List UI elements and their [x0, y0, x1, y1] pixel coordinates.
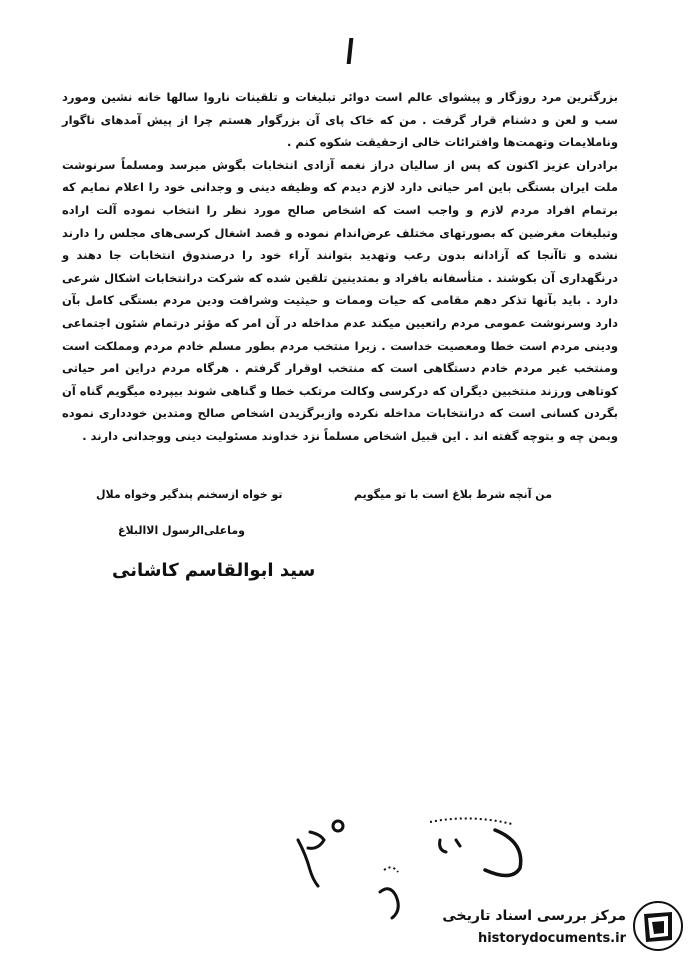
top-pen-mark: [347, 38, 354, 64]
closing-line-3: وماعلی‌الرسول الاالبلاغ: [118, 524, 245, 537]
closing-line-2: تو خواه ازسخنم پندگیر وخواه ملال: [96, 488, 283, 501]
site-name: مرکز بررسی اسناد تاریخی: [442, 908, 626, 924]
paragraph-2: برادران عزیز اکنون که پس از سالیان دراز نغمه آزادی انتخابات بگوش میرسد ومسلماً سرنوشت ملت ایران بستگی باین امر حیاتی دارد لازم دیدم که وظیفه دینی و وجدانی خود را اعلام نمایم که برتمام افراد مردم لازم و واجب است که اشخاص صالح مورد نظر را انتخاب نموده آلت اراده وتبلیغات مغرضین که بصورتهای مختلف عرض‌اندام نموده و قصد اشغال کرسی‌های مجلس را دارند نشده و تاآنجا که آزادانه بدون رعب وتهدید بتوانند آراء خود را درصندوق انتخابات جا دهند و درنگهداری آن بکوشند . متأسفانه بافراد و بمتدینین تلقین شده که شرکت درانتخابات اشکال شرعی دارد . باید بآنها تذکر دهم مقامی که حیات وممات و حیثیت وشرافت ودین مردم بستگی کامل بآن دارد وسرنوشت عمومی مردم راتعیین میکند عدم مداخله در آن امر که مؤثر درتمام شئون اجتماعی ودینی مردم است خطا ومعصیت خداست . زیرا منتخب مردم بطور مسلم خادم مردم ومملکت است ومنتخب غیر مردم خادم دستگاهی است که منتخب اوقرار گرفتم . هرگاه مردم دراین امر حیاتی کوتاهی ورزند منتخبین دیگران که درکرسی وکالت مرتکب خطا و گناهی شوند بیپرده میگویم گناه آن بگردن کسانی است که درانتخابات مداخله نکرده وازبرگزیدن اشخاص صالح ومتدین خودداری نموده وبمن چه و بتوچه گفته اند . این قبیل اشخاص مسلماً نزد خداوند مسئولیت دینی ووجدانی دارند .: [62, 157, 618, 443]
handwritten-number: ۱۲۰: [280, 800, 282, 801]
signature-name: سید ابوالقاسم کاشانی: [112, 560, 316, 581]
closing-verse: [0, 484, 700, 544]
letter-body: [62, 86, 618, 448]
closing-line-1: من آنچه شرط بلاغ است با تو میگویم: [354, 488, 552, 501]
watermark-logo: [442, 896, 690, 958]
book-archive-icon: [632, 900, 684, 952]
paragraph-1: بزرگترین مرد روزگار و پیشوای عالم است دوائر تبلیغات و تلقینات ناروا سالها خانه نشین ومورد سب و لعن و دشنام قرار گرفت . من که خاک پای آن بزرگوار هستم چرا از پیش آمدهای ناگوار وناملایمات وتهمت‌ها وافترائات خالی ازحقیقت شکوه کنم .: [62, 90, 618, 150]
site-url: historydocuments.ir: [477, 931, 626, 946]
